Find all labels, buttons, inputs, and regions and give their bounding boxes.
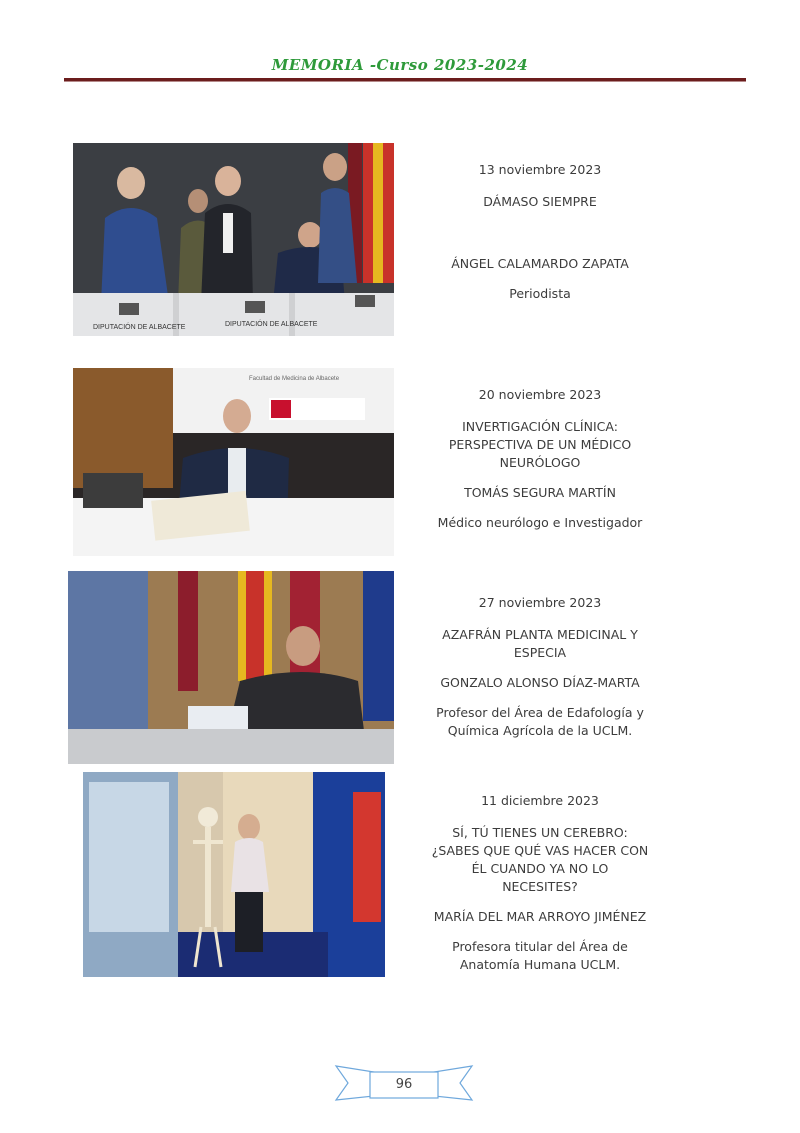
event-1-date: 13 noviembre 2023 <box>478 162 602 177</box>
event-4-role-line-2: Anatomía Humana UCLM. <box>459 957 621 972</box>
event-1-speaker: ÁNGEL CALAMARDO ZAPATA <box>451 256 629 271</box>
event-3-role-line-2: Química Agrícola de la UCLM. <box>447 723 633 738</box>
event-4-role-line-1: Profesora titular del Área de <box>452 939 628 954</box>
event-3-title-line-1: AZAFRÁN PLANTA MEDICINAL Y <box>442 627 638 642</box>
event-2-title-line-1: INVERTIGACIÓN CLÍNICA: <box>462 419 618 434</box>
photo-2-illustration <box>73 368 394 556</box>
event-1-role: Periodista <box>509 286 571 301</box>
event-4-date: 11 diciembre 2023 <box>481 793 599 808</box>
photo-1-desk-sign: DIPUTACIÓN DE ALBACETE <box>93 324 186 331</box>
event-2-title-line-3: NEURÓLOGO <box>499 455 581 470</box>
event-1 <box>410 161 670 303</box>
event-2-title-line-2: PERSPECTIVA DE UN MÉDICO <box>448 437 632 452</box>
event-photo-2 <box>73 368 394 556</box>
event-4-title-line-1: SÍ, TÚ TIENES UN CEREBRO: <box>452 825 628 840</box>
event-1-title: DÁMASO SIEMPRE <box>483 194 597 209</box>
event-3-date: 27 noviembre 2023 <box>478 595 602 610</box>
event-3-title-line-2: ESPECIA <box>513 645 567 660</box>
event-2 <box>410 386 670 532</box>
event-4-title-line-4: NECESITES? <box>502 879 578 894</box>
photo-1-desk-sign-2: DIPUTACIÓN DE ALBACETE <box>225 321 318 328</box>
event-2-speaker: TOMÁS SEGURA MARTÍN <box>464 485 616 500</box>
event-4-title-line-3: ÉL CUANDO YA NO LO <box>471 861 609 876</box>
photo-1-illustration <box>73 143 394 336</box>
event-2-date: 20 noviembre 2023 <box>478 387 602 402</box>
photo-2-banner-text: Facultad de Medicina de Albacete <box>249 376 340 382</box>
event-photo-4 <box>83 772 385 977</box>
photo-4-illustration <box>83 772 385 977</box>
page-number: 96 <box>395 1077 413 1092</box>
event-4 <box>410 792 670 974</box>
photo-3-illustration <box>68 571 394 764</box>
event-3-role-line-1: Profesor del Área de Edafología y <box>436 705 644 720</box>
event-3 <box>410 594 670 740</box>
event-photo-3 <box>68 571 394 764</box>
event-photo-1 <box>73 143 394 336</box>
event-3-speaker: GONZALO ALONSO DÍAZ-MARTA <box>440 675 640 690</box>
event-4-speaker: MARÍA DEL MAR ARROYO JIMÉNEZ <box>433 909 647 924</box>
event-4-title-line-2: ¿SABES QUE QUÉ VAS HACER CON <box>431 843 649 858</box>
event-2-role: Médico neurólogo e Investigador <box>437 515 643 530</box>
page-header-title: MEMORIA -Curso 2023-2024 <box>271 56 529 74</box>
header-divider <box>64 78 746 82</box>
